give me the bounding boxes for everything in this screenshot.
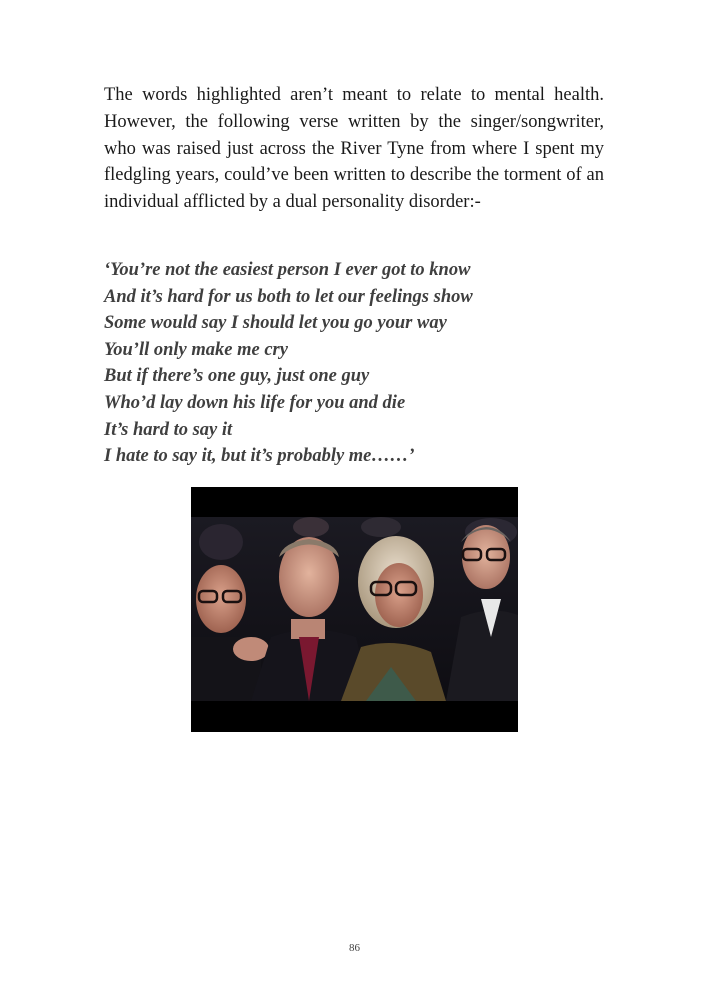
verse-line: You’ll only make me cry — [104, 339, 288, 360]
verse-line: Who’d lay down his life for you and die — [104, 392, 406, 413]
page-number: 86 — [349, 942, 360, 954]
verse-line: I hate to say it, but it’s probably me……’ — [104, 446, 415, 467]
verse-line: It’s hard to say it — [104, 419, 233, 440]
verse-line: And it’s hard for us both to let our feelings show — [104, 286, 473, 307]
audience-photo — [191, 487, 518, 732]
audience-photo-illustration — [191, 487, 518, 732]
song-verse — [104, 257, 624, 470]
verse-line: Some would say I should let you go your way — [104, 313, 447, 334]
verse-line: ‘You’re not the easiest person I ever got to know — [104, 260, 471, 280]
verse-line: But if there’s one guy, just one guy — [104, 366, 370, 387]
body-paragraph: The words highlighted aren’t meant to relate to mental health. However, the following verse written by the singer/songwriter, who was raised just across the River Tyne from where I spent my fledgling years, could’ve been written to describe the torment of an individual afflicted by a dual personality disorder:- — [104, 85, 604, 213]
